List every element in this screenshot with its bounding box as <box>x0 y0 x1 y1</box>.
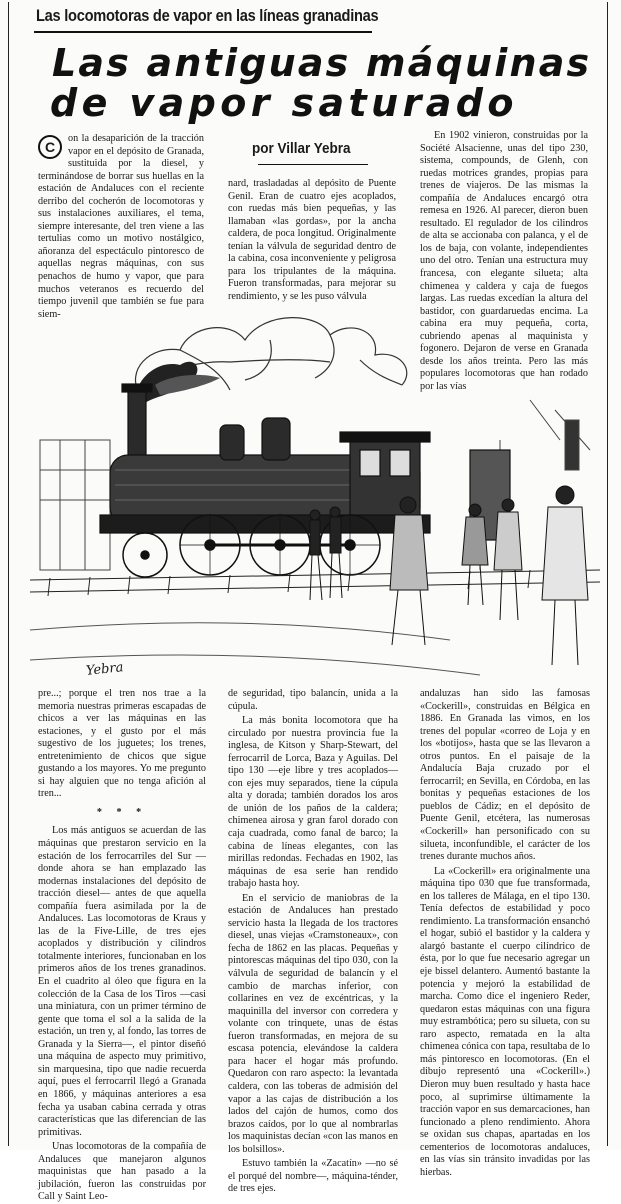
column-1-top <box>38 133 204 320</box>
headline-line-2: de vapor saturado <box>50 81 518 125</box>
col3-paragraph-2: La «Cockerill» era originalmente una máquina tipo 030 que fue transformada, en los talleres de Málaga, en el tipo 130. Tenía defectos de estabilidad y poco rendimiento. La transformación ensanchó el hogar, subió el bastidor y la caldera y alargó bastante el cuerpo cilíndrico de ésta, por lo que fue necesario agregar un eje bissel delantero. Aumentó bastante la potencia y mejoró la estabilidad de marcha. Como dice el ingeniero Reder, quedaron estas máquinas con una figura muy estrambótica; pero su silueta, con su raro aspecto, rematada en la alta chimenea cónica con tapa, resultaba de lo más pintoresco en locomotoras. (En el dibujo representó una «Cockerill».) Dieron muy buen resultado y hasta hace poco, al suprimirse últimamente la tracción vapor en sus demarcaciones, han funcionado a pleno rendimiento. Ahora se oxidan sus chapas, apartadas en los cementerios de locomotoras andaluces, en las vías sin tránsito invadidas por las hierbas. <box>420 865 590 1178</box>
byline: por Villar Yebra <box>252 140 351 157</box>
rail-track <box>30 570 600 675</box>
column-2-top <box>228 178 396 302</box>
column-2-top-text: nard, trasladadas al depósito de Puente Genil. Eran de cuatro ejes acoplados, con ruedas más bien pequeñas, y las llamaban «las gordas», por la ancha caldera, de poca longitud. Originalmente tenían la válvula de seguridad dentro de la cabina, cosa inconveniente y peligrosa para los tripulantes de la máquina. Fueron transformadas, para mejorar su rendimiento, y se les puso válvula <box>228 178 396 302</box>
column-3-top-text: En 1902 vinieron, construidas por la Société Alsacienne, unas del tipo 230, sistema, compounds, de Glenh, con ruedas motrices grandes, propias para trenes de viajeros. De las mismas la compañía de Andaluces encargó otra remesa en 1926. Al parecer, dieron buen resultado. El regulador de los cilindros de alta se accionaba con palanca, y el de los de baja, con volante, independientes uno del otro. Tenían una estructura muy francesa, con elegante silueta; alta chimenea y caldera y caja de fuegos largas. Las ruedas excedían la altura del bastidor, con guardaruedas encima. La cabina era muy pequeña, corta, cubriendo apenas al maquinista y fogonero. Dejaron de verse en Granada desde los años treinta. Pero las más populares locomotoras que han rodado por las vías <box>420 130 588 392</box>
headline-line-1: Las antiguas máquinas <box>52 41 592 85</box>
col2-paragraph-4: Estuvo también la «Zacatín» —no sé el porqué del nombre—, máquina-ténder, de tres ejes. <box>228 1158 398 1195</box>
col3-paragraph-1: andaluzas han sido las famosas «Cockerill», construidas en Bélgica en 1886. En Granada las vimos, en los trenes del popular «correo de Loja y en los «botijos», hasta que se las llevaron a otros puntos. En el paisaje de la Andalucía Baja cruzado por el ferrocarril; en Sevilla, en Córdoba, en las bonitas y pequeñas estaciones de los pueblos de Cádiz; en el depósito de Puente Genil, etcétera, las numerosas «Cockerill» han personificado con su silueta, inconfundible, el carácter de los trenes durante muchos años. <box>420 688 590 863</box>
col1-paragraph-1: pre...; porque el tren nos trae a la memoria nuestras primeras escapadas de chicos a ver las máquinas en las estaciones, y el gusto por el más sugestivo de los juguetes; los trenes, entretenimiento de chicos que sigue gustando a los mayores. Yo me pregunto si hay alguien que no tenga afición al tren... <box>38 688 206 800</box>
dropcap: C <box>38 135 62 159</box>
kicker-title: Las locomotoras de vapor en las líneas granadinas <box>36 6 379 25</box>
article-lead-text: on la desaparición de la tracción vapor en el depósito de Granada, sustituida por la diesel, y terminándose de borrar sus huellas en la estación de Andaluces con el reciente derribo del cocherón de locomotoras y sus instalaciones auxiliares, el tema, siempre interesante, del tren viene a las tertulias como un motivo nostálgico, añoranza del espectáculo pintoresco de aquellas negras máquinas, con sus penachos de humo y vapor, que para muchos veteranos es recuerdo del tiempo juvenil que también se fue para siem- <box>38 133 204 320</box>
col1-paragraph-2: Los más antiguos se acuerdan de las máquinas que prestaron servicio en la estación de los ferrocarriles del Sur —donde ahora se han emplazado las modernas instalaciones del depósito de tracción diesel— antes de que aquella compañía fuera asimilada por la de Andaluces. Las locomotoras de Kraus y las de la Five-Lille, de tres ejes acoplados y distribución y cilindros totalmente interiores, funcionaban en los primeros años de los trenes granadinos. En el cuadrito al óleo que figura en la colección de la Casa de los Tiros —casi una miniatura, con un primer término de gente que toma el sol a la salida de la estación, un tren y, al fondo, las torres de Granada y la Sierra—, el pintor diseñó una máquina de aspecto muy primitivo, sin marquesina, tipo que nadie recuerda aquí, pues el ferrocarril llegó a Granada en 1866, y máquinas anteriores a esa fecha ya usaban cabina cerrada y otras características que las diferencian de las primitivas. <box>38 825 206 1138</box>
kicker-rule <box>34 31 372 33</box>
smoke-dark <box>135 362 220 405</box>
locomotive-illustration <box>30 300 600 685</box>
col1-paragraph-3: Unas locomotoras de la compañía de Andaluces que manejaron algunos maquinistas que han pasado a la jubilación, fueron las construidas por Call y Saint Leo- <box>38 1141 206 1203</box>
artist-signature: Yebra <box>85 660 125 679</box>
col2-paragraph-3: En el servicio de maniobras de la estación de Andaluces han prestado servicio hasta la llegada de los tractores diesel, unas viejas «Cramstoneaux», con fecha de 1862 en las placas. Pequeñas y pintorescas máquinas del tipo 030, con la válvula de seguridad de balancín y el cambio de marchas inferior, con collarines en vez de excéntricas, y la maquinilla del inversor con corredera y volante con trinquete, unas de éstas fueron transformadas, en mejora de su escasa potencia, elevándose la caldera para hacer el hogar más profundo. Quedaron con raro aspecto: la levantada caldera, con las toberas de admisión del vapor a las cajas de distribución a los lados del cajón de humos, como dos brazos caídos, por lo que al nombrarlas los maquinistas decían «con las manos en los bolsillos». <box>228 892 398 1155</box>
locomotive <box>100 384 510 540</box>
byline-rule <box>258 164 368 165</box>
section-break: * * * <box>96 806 148 818</box>
column-3-bottom <box>420 688 590 1178</box>
col2-paragraph-2: La más bonita locomotora que ha circulado por nuestra provincia fue la inglesa, de Kitson y Sharp-Stewart, del ferrocarril de Lorca, Baza y Aguilas. Del tipo 130 —eje libre y tres acoplados— con ejes muy separados, tiene la cúpula alta y dorada; también dorados los aros de unión de los paños de la caldera; chimenea airosa y gran farol dorado con caja cuadrada, como fanal de barco; la cabina de líneas elegantes, con las mirillas redondas. Fechadas en 1902, las máquinas de esa serie han rendido trabajo hasta hoy. <box>228 715 398 890</box>
col2-paragraph-1: de seguridad, tipo balancín, unida a la cúpula. <box>228 688 398 712</box>
column-2-bottom <box>228 688 398 1195</box>
column-1-bottom <box>38 688 206 1203</box>
